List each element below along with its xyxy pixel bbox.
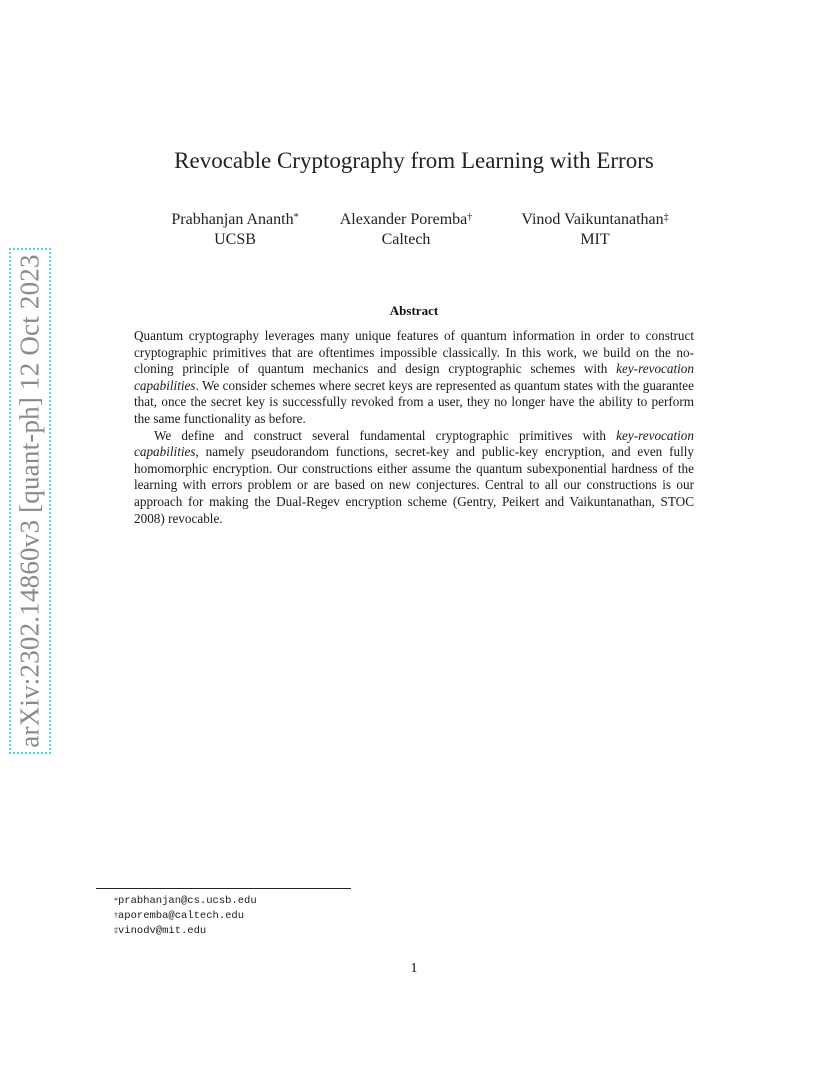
author-block [326,210,486,250]
footnote-divider [96,888,351,889]
email-link[interactable]: prabhanjan@cs.ucsb.edu [118,895,257,907]
footnote: ‡vinodv@mit.edu [114,925,207,937]
author-name: Prabhanjan Ananth* [171,211,299,228]
author-affiliation: MIT [580,231,610,248]
paper-title: Revocable Cryptography from Learning with Errors [174,148,654,173]
author-name: Alexander Poremba† [339,211,473,228]
footnote: *prabhanjan@cs.ucsb.edu [114,895,257,907]
footnote-mark: ‡ [663,212,669,223]
arxiv-stamp-text: arXiv:2302.14860v3 [quant-ph] 12 Oct 2023 [14,254,45,748]
abstract-paragraph: We define and construct several fundamental cryptographic primitives with key-revocation capabilities, namely pseudorandom functions, secret-key and public-key encryption, and even fully homomorphic encryption. Our constructions either assume the quantum subexponential hardness of the learning with errors problem or are based on new conjectures. Central to all our constructions is our approach for making the Dual-Regev encryption scheme (Gentry, Peikert and Vaikuntanathan, STOC 2008) revocable. [134,427,694,526]
footnotes [114,894,257,939]
footnote: †aporemba@caltech.edu [114,910,245,922]
author-affiliation: Caltech [381,231,431,248]
arxiv-stamp [9,248,51,754]
abstract-paragraph: Quantum cryptography leverages many unique features of quantum information in order to construct cryptographic primitives that are oftentimes impossible classically. In this work, we build on the no-cloning principle of quantum mechanics and design cryptographic schemes with key-revocation capabilities. We consider schemes where secret keys are represented as quantum states with the guarantee that, once the secret key is successfully revoked from a user, they no longer have the ability to perform the same functionality as before. [134,328,694,426]
page-number: 1 [410,961,418,976]
abstract-body [134,328,694,527]
author-name: Vinod Vaikuntanathan‡ [521,211,669,228]
author-block [150,210,320,250]
abstract-heading: Abstract [389,303,439,318]
author-affiliation: UCSB [214,231,256,248]
email-link[interactable]: vinodv@mit.edu [118,925,207,937]
footnote-mark: † [467,212,473,223]
footnote-mark: * [293,212,299,223]
email-link[interactable]: aporemba@caltech.edu [118,910,245,922]
author-block [500,210,690,250]
